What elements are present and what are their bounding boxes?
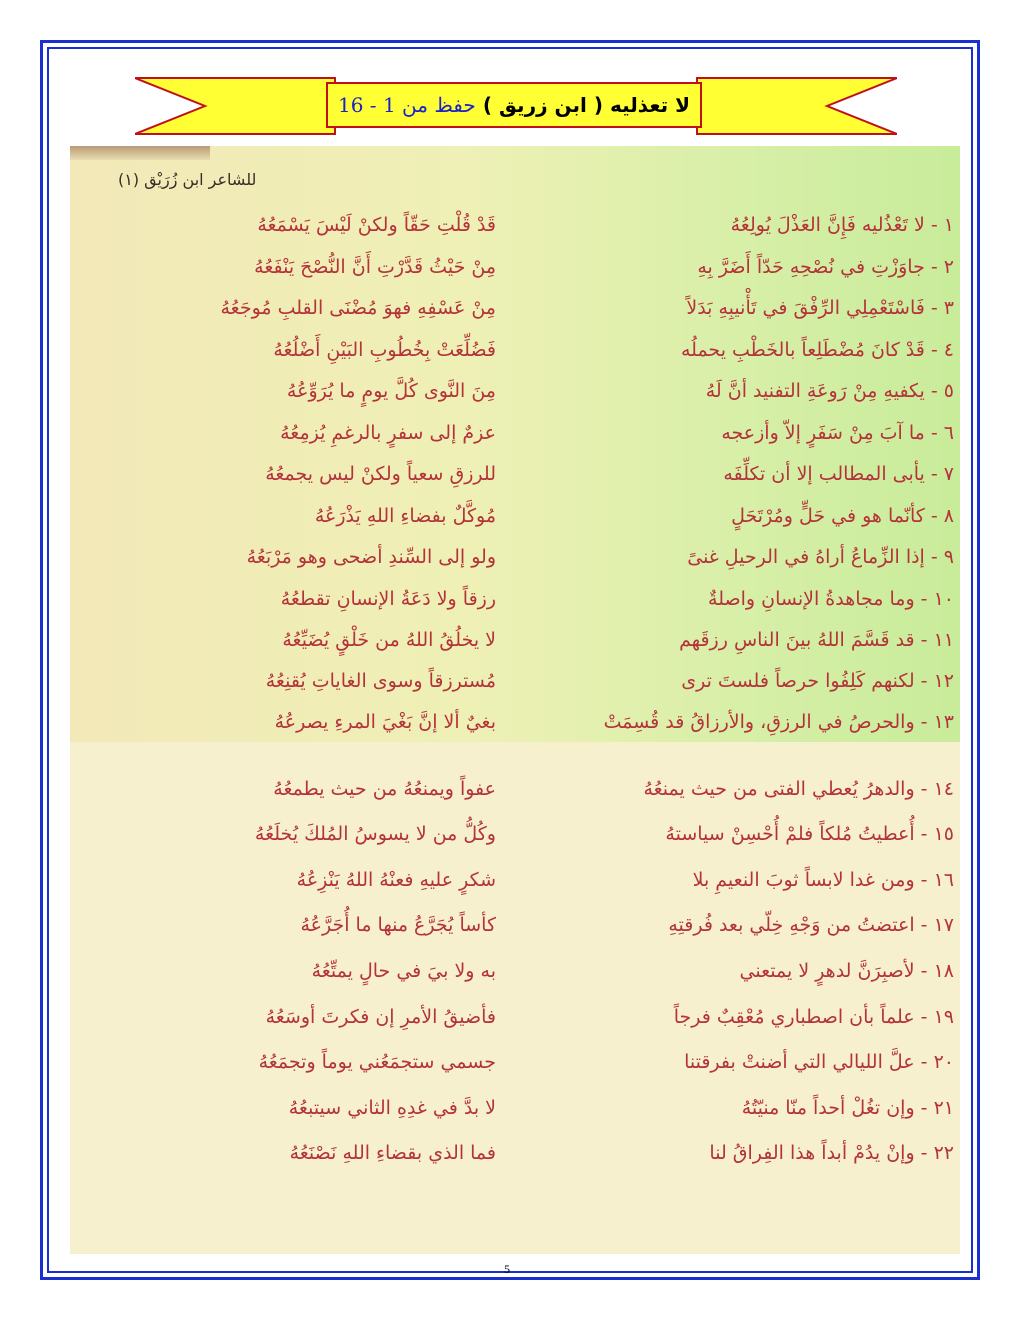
verse-15-first: ١٥ - أُعطيتُ مُلكاً فلمْ أُحْسِنْ سياستهُ [665,823,954,845]
verse-1-first: ١ - لا تَعْذُليه فَإِنَّ العَذْلَ يُولِعُهُ [730,214,954,236]
verse-16-first: ١٦ - ومن غدا لابساً ثوبَ النعيمِ بلا [692,869,954,891]
verse-8-second: مُوكَّلٌ بفضاءِ اللهِ يَذْرَعُهُ [314,505,496,527]
verse-12-second: مُسترزقاً وسوى الغاياتِ يُقنِعُهُ [265,670,496,692]
verse-7-first: ٧ - يأبى المطالب إلا أن تكلِّفَه [723,463,954,485]
verse-10-second: رزقاً ولا دَعَةُ الإنسانِ تقطعُهُ [280,588,496,610]
title-box [326,82,702,128]
verse-12-first: ١٢ - لكنهم كَلِفُوا حرصاً فلستَ ترى [681,670,954,692]
verse-19-second: فأضيقُ الأمرِ إن فكرتَ أوسَعُهُ [265,1006,496,1028]
verse-2-first: ٢ - جاوَزْتِ في نُصْحِهِ حَدّاً أَضَرَّ بِهِ [697,256,954,278]
verse-18-second: به ولا بيَ في حالٍ يمتِّعُهُ [311,960,496,982]
page-title: لا تعذليه ( ابن زريق ) [482,93,690,117]
verse-13-second: بغيٌ ألا إنَّ بَغْيَ المرءِ يصرعُهُ [274,711,496,733]
memorize-range: حفظ من 1 - 16 [338,93,476,117]
verse-20-first: ٢٠ - علَّ الليالي التي أضنتْ بفرقتنا [684,1051,954,1073]
verse-9-first: ٩ - إذا الزِّماعُ أراهُ في الرحيلِ غنىً [687,546,954,568]
verse-15-second: وكُلُّ من لا يسوسُ المُلكَ يُخلَعُهُ [254,823,496,845]
verse-21-second: لا بدَّ في غدِهِ الثاني سيتبعُهُ [288,1097,496,1119]
verse-17-first: ١٧ - اعتضتُ من وَجْهِ خِلّي بعد فُرقتِهِ [668,914,954,936]
verse-20-second: جسمي ستجمَعُني يوماً وتجمَعُهُ [258,1051,496,1073]
verse-14-second: عفواً ويمنعُهُ من حيث يطمعُهُ [273,778,496,800]
verse-4-first: ٤ - قَدْ كانَ مُضْطَلِعاً بالخَطْبِ يحملُه [680,339,954,361]
verse-8-first: ٨ - كأنّما هو في حَلٍّ ومُرْتَحَلٍ [731,505,954,527]
verse-2-second: مِنْ حَيْثُ قَدَّرْتِ أَنَّ النُّصْحَ يَنْفَعُهُ [254,256,496,278]
verse-18-first: ١٨ - لأصبِرَنَّ لدهرٍ لا يمتعني [739,960,954,982]
verse-6-first: ٦ - ما آبَ مِنْ سَفَرٍ إلاّ وأزعجه [721,422,954,444]
verse-1-second: قَدْ قُلْتِ حَقّاً ولكنْ لَيْسَ يَسْمَعُهُ [257,214,496,236]
poet-credit: للشاعر ابن زُرَيْق (١) [118,170,257,189]
verse-16-second: شكرٍ عليهِ فعنْهُ اللهُ يَنْزِعُهُ [296,869,496,891]
verse-22-second: فما الذي بقضاءِ اللهِ نَصْنَعُهُ [289,1142,496,1164]
verse-19-first: ١٩ - علماً بأن اصطباري مُعْقِبٌ فرجاً [673,1006,954,1028]
verse-21-first: ٢١ - وإن تغُلْ أحداً منّا منيّتُهُ [741,1097,954,1119]
verse-10-first: ١٠ - وما مجاهدةُ الإنسانِ واصلةٌ [708,588,954,610]
verse-6-second: عزمٌ إلى سفرٍ بالرغمِ يُزمِعُهُ [280,422,496,444]
verse-9-second: ولو إلى السِّندِ أضحى وهو مَرْبَعُهُ [246,546,496,568]
verse-22-first: ٢٢ - وإنْ يدُمْ أبداً هذا الفِراقُ لنا [709,1142,954,1164]
verse-3-second: مِنْ عَسْفِهِ فهوَ مُضْنَى القلبِ مُوجَعُهُ [220,297,496,319]
verse-5-second: مِنَ النَّوى كُلَّ يومٍ ما يُرَوِّعُهُ [286,380,496,402]
verse-17-second: كأساً يُجَرَّعُ منها ما أُجَرَّعُهُ [300,914,496,936]
verse-7-second: للرزقِ سعياً ولكنْ ليس يجمعُهُ [265,463,496,485]
page-number: 5 [504,1262,510,1276]
verse-11-second: لا يخلُقُ اللهُ من خَلْقٍ يُضَيِّعُهُ [282,629,496,651]
verse-14-first: ١٤ - والدهرُ يُعطي الفتى من حيث يمنعُهُ [643,778,954,800]
verse-4-second: فَضُلِّعَتْ بِخُطُوبِ البَيْنِ أَضْلُعُهُ [273,339,496,361]
verse-11-first: ١١ - قد قَسَّمَ اللهُ بينَ الناسِ رزقَهم [679,629,954,651]
verse-3-first: ٣ - فَاسْتَعْمِلِي الرِّفْقَ في تَأْنيبِهِ بَدَلاً [686,297,954,319]
verse-13-first: ١٣ - والحرصُ في الرزقِ، والأرزاقُ قد قُسِمَتْ [603,711,954,733]
verse-5-first: ٥ - يكفيهِ مِنْ رَوعَةِ التفنيد أنَّ لَهُ [705,380,954,402]
